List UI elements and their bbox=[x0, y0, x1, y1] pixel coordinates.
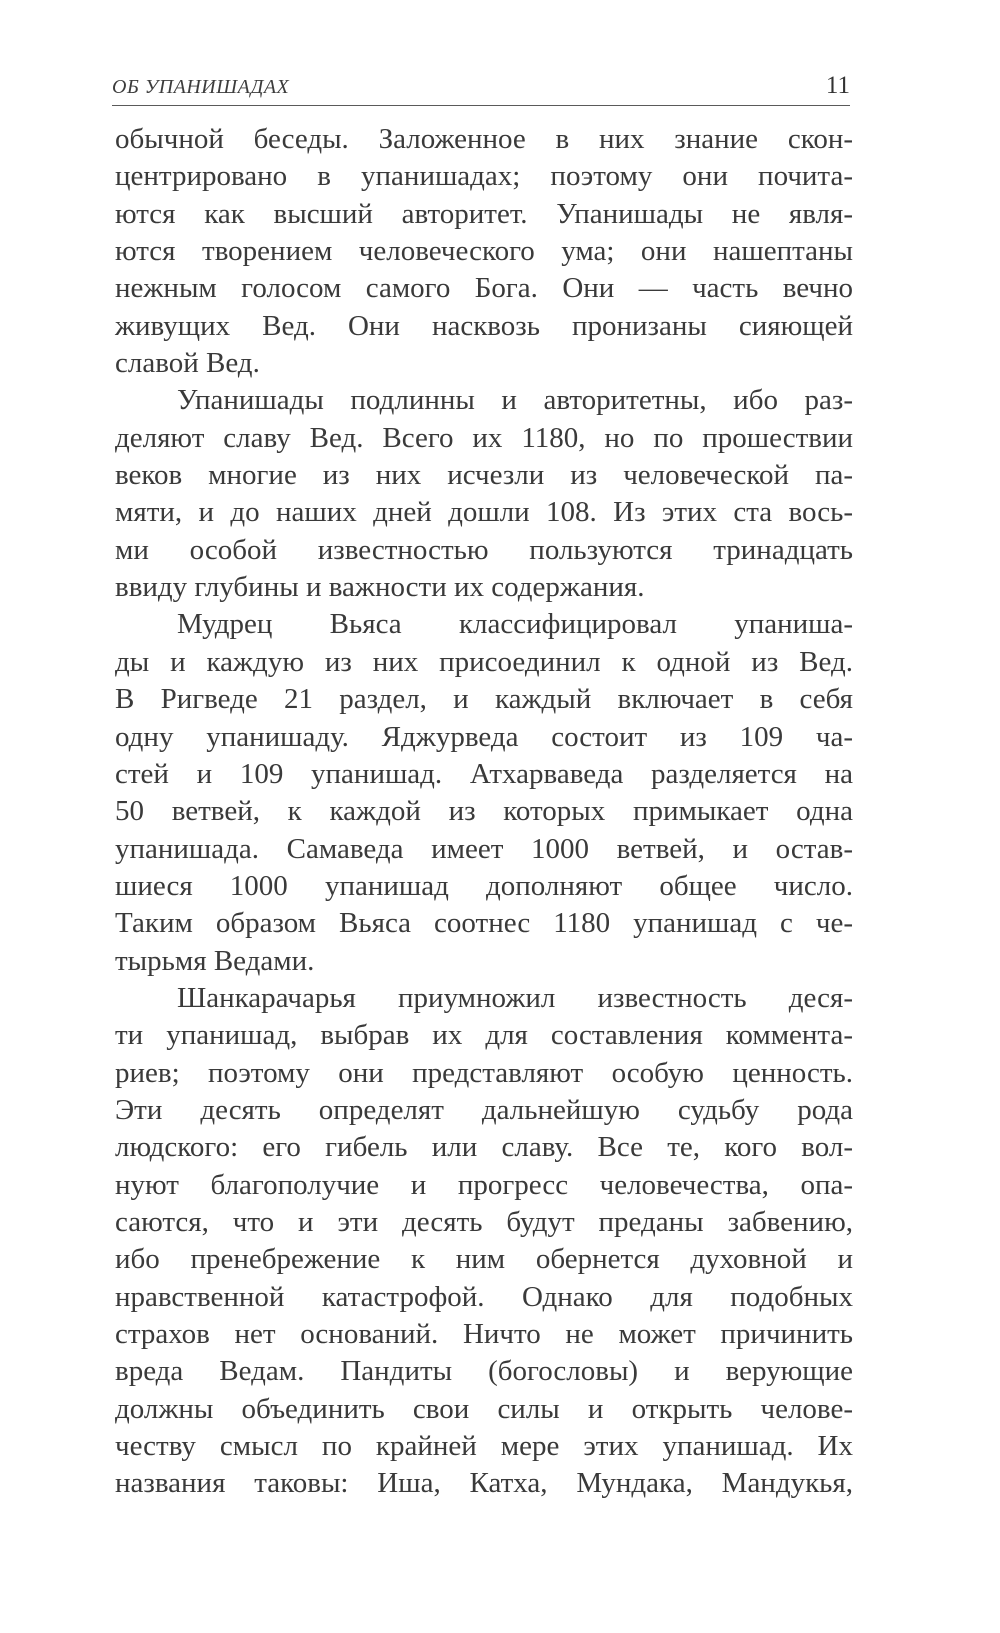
running-title: ОБ УПАНИШАДАХ bbox=[112, 76, 290, 98]
text-line: живущих Вед. Они насквозь пронизаны сияющей bbox=[115, 309, 853, 342]
paragraph-4 bbox=[115, 980, 853, 1503]
text-line: упанишада. Самаведа имеет 1000 ветвей, и остав- bbox=[115, 832, 853, 865]
text-line: нежным голосом самого Бога. Они — часть вечно bbox=[115, 272, 853, 305]
paragraph-1 bbox=[115, 121, 853, 382]
text-line: Упанишады подлинны и авторитетны, ибо раз- bbox=[177, 384, 853, 417]
text-line: честву смысл по крайней мере этих упанишад. Их bbox=[115, 1430, 853, 1463]
text-line: одну упанишаду. Яджурведа состоит из 109 ча- bbox=[115, 720, 853, 753]
text-line: Таким образом Вьяса соотнес 1180 упанишад с че- bbox=[115, 907, 853, 940]
text-line: ми особой известностью пользуются тринадцать bbox=[115, 533, 853, 566]
header-rule bbox=[112, 105, 850, 106]
text-line: Шанкарачарья приумножил известность деся- bbox=[177, 981, 853, 1014]
text-line: ются творением человеческого ума; они нашептаны bbox=[115, 235, 853, 268]
text-line: страхов нет оснований. Ничто не может причинить bbox=[115, 1318, 853, 1350]
text-line: ибо пренебрежение к ним обернется духовной и bbox=[115, 1243, 853, 1276]
text-line: вреда Ведам. Пандиты (богословы) и верующие bbox=[115, 1355, 853, 1388]
text-line: ются как высший авторитет. Упанишады не явля- bbox=[115, 197, 853, 230]
text-line: центрировано в упанишадах; поэтому они почита- bbox=[115, 160, 853, 193]
text-line: ввиду глубины и важности их содержания. bbox=[115, 571, 645, 604]
text-line: нуют благополучие и прогресс человечества, опа- bbox=[115, 1168, 853, 1201]
text-line: ды и каждую из них присоединил к одной из Вед. bbox=[115, 645, 853, 678]
text-line: славой Вед. bbox=[115, 347, 260, 380]
paragraph-2 bbox=[115, 382, 853, 606]
text-line: тырьмя Ведами. bbox=[115, 944, 315, 977]
text-line: веков многие из них исчезли из человеческой па- bbox=[115, 459, 853, 492]
paragraph-3 bbox=[115, 606, 853, 979]
text-line: нравственной катастрофой. Однако для подобных bbox=[115, 1280, 853, 1313]
text-line: людского: его гибель или славу. Все те, кого вол- bbox=[115, 1131, 853, 1164]
text-line: стей и 109 упанишад. Атхарваведа разделяется на bbox=[115, 757, 853, 790]
text-line: риев; поэтому они представляют особую ценность. bbox=[115, 1056, 853, 1089]
page-number: 11 bbox=[825, 72, 850, 99]
text-line: 50 ветвей, к каждой из которых примыкает одна bbox=[115, 795, 853, 828]
running-header bbox=[112, 72, 850, 106]
text-line: обычной беседы. Заложенное в них знание скон- bbox=[115, 123, 853, 155]
text-line: названия таковы: Иша, Катха, Мундака, Мандукья, bbox=[115, 1467, 853, 1500]
text-line: деляют славу Вед. Всего их 1180, но по прошествии bbox=[115, 421, 853, 454]
text-line: Мудрец Вьяса классифицировал упаниша- bbox=[177, 608, 853, 641]
text-line: Эти десять определят дальнейшую судьбу рода bbox=[115, 1093, 853, 1126]
text-line: должны объединить свои силы и открыть челове- bbox=[115, 1392, 853, 1425]
text-line: шиеся 1000 упанишад дополняют общее число. bbox=[115, 869, 853, 902]
text-line: мяти, и до наших дней дошли 108. Из этих ста вось- bbox=[115, 496, 853, 529]
text-line: В Ригведе 21 раздел, и каждый включает в себя bbox=[115, 683, 853, 716]
text-line: саются, что и эти десять будут преданы забвению, bbox=[115, 1205, 853, 1238]
body-text bbox=[115, 121, 853, 1503]
text-line: ти упанишад, выбрав их для составления коммента- bbox=[115, 1019, 853, 1052]
